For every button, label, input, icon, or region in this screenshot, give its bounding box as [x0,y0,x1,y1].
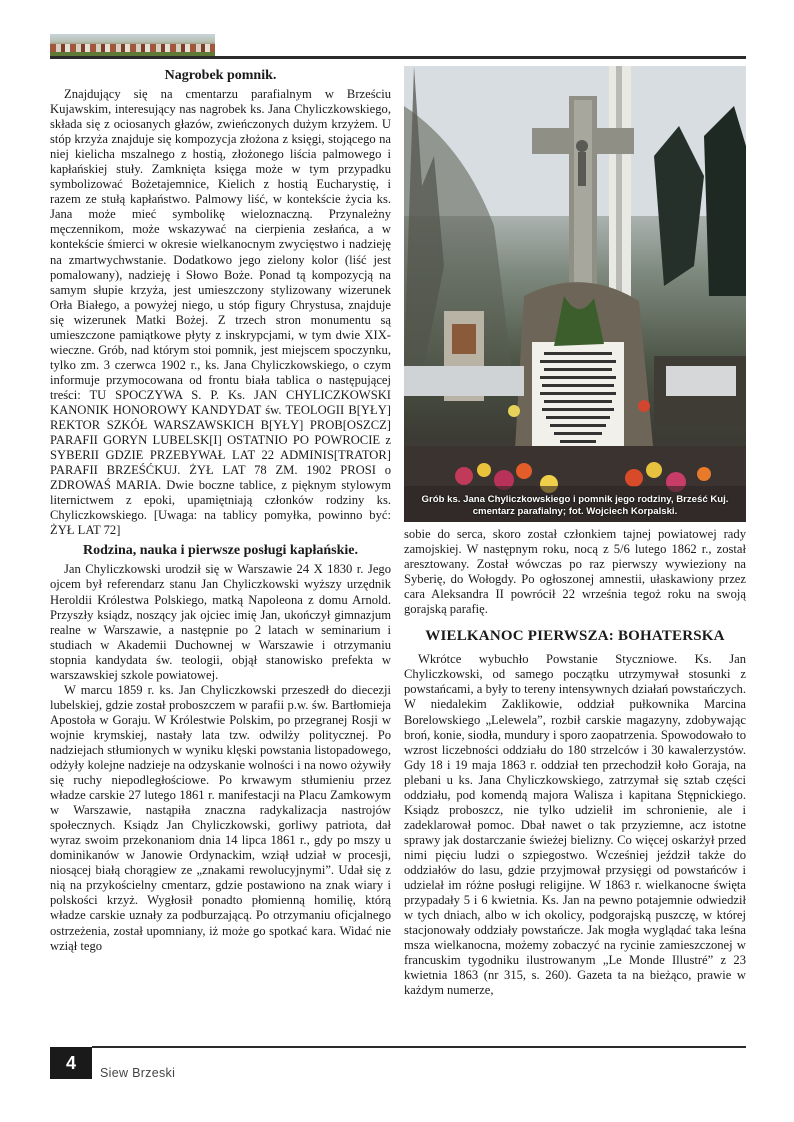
footer-rule [92,1046,746,1048]
right-column [404,527,746,998]
paragraph: sobie do serca, skoro został członkiem tajnej powiatowej rady zamojskiej. W następnym roku, nocą z 5/6 lutego 1862 r., został aresztowany. Został wówczas po raz pierwszy wywieziony na Syberię, do Wołogdy. Po ogłoszonej amnestii, ułaskawiony przez cara Aleksandra II powrócił 22 września tegoż roku na swoją gorajską parafię. [404,527,746,617]
section-title-rodzina: Rodzina, nauka i pierwsze posługi kapłańskie. [82,543,358,559]
page-number: 4 [50,1047,92,1079]
grave-photo [404,66,746,522]
paragraph: Znajdujący się na cmentarzu parafialnym w Brześciu Kujawskim, interesujący nas nagrobek ks. Jana Chyliczkowskiego, składa się z ociosanych głazów, zwieńczonych dużym krzyżem. U stóp krzyża znajduje się kompozycja złożona z księgi, stojącego na niej kielicha mszalnego z hostią, złożonego liścia palmowego i kapłańskiej stuły. Zamknięta księga może w tym przypadku symbolizować Bożetajemnice, Kielich z hostią Eucharystię, i razem ze stułą kapłaństwo. Palmowy liść, w kontekście życia ks. Jana może mieć symbolikę wieloznaczną. Przynależny męczennikom, może wskazywać na cierpienia zesłańca, a w kontekście śmierci w okresie wielkanocnym zwycięstwo i nadzieję na zmartwychwstanie. Dodatkowo jego zielony kolor (liść jest pomalowany), nadzieję i Słowo Boże. Ponad tą kompozycją na samym słupie krzyża, jest umieszczony stylizowany wizerunek Orła Białego, a powyżej niego, u stóp figury Chrystusa, znajduje się wizerunek Matki Bożej. Z trzech stron monumentu są umieszczone pamiątkowe płyty z inskrypcjami, w tym dwie XIX-wieczne. Grób, nad którym stoi pomnik, jest miejscem spoczynku, tylko zm. 3 czerwca 1902 r., ks. Jana Chyliczkowskiego, o czym informuje przymocowana od frontu biała tablica o następującej treści: TU SPOCZYWA S. P. Ks. JAN CHYLICZKOWSKI KANONIK HONOROWY KANDYDAT św. TEOLOGII B[YŁY] REKTOR SZKÓŁ WARSZAWSKICH B[YŁY] PROB[OSZCZ] PARAFII GORYN LUBELSK[I] OSTATNIO PO POWROCIE z SYBERII GDZIE PRZEBYWAŁ LAT 22 ADMINIS[TRATOR] PARAFII BRZEŚĆKUJ. ŻYŁ LAT 78 ZM. 1902 PROSI o ZDROWAŚ MARIA. Dwie boczne tablice, z pięknym stylowym liternictwem z epoki, upamiętniają członków rodziny ks. Chyliczkowskiego. [Uwaga: na tablicy pomyłka, powinno być: ŻYŁ LAT 72] [50,87,391,538]
magazine-name: Siew Brzeski [100,1066,176,1080]
roofs-strip [50,44,215,52]
left-column [50,65,391,954]
photo-caption: Grób ks. Jana Chyliczkowskiego i pomnik jego rodziny, Brześć Kuj. cmentarz parafialny; fot. Wojciech Korpalski. [421,494,729,517]
paragraph: Jan Chyliczkowski urodził się w Warszawie 24 X 1830 r. Jego ojcem był referendarz stanu Jan Chyliczkowski wyższy urzędnik Heroldii Królestwa Polskiego, matką Napoleona z domu Arnold. Przyszły ksiądz, noszący jak ojciec imię Jan, ukończył gimnazjum realne w Warszawie, a następnie po 2 latach w seminarium i studiach w Akademii Duchownej w Warszawie i otrzymaniu stopnia kandydata św. teologii, objął stanowisko prefekta w warszawskiej szkole powiatowej. [50,562,391,682]
section-title-wielkanoc: WIELKANOC PIERWSZA: BOHATERSKA [425,628,725,645]
section-title-nagrobek: Nagrobek pomnik. [164,68,277,83]
cemetery-grave-monument-icon [404,66,746,522]
header-village-photo [50,34,215,56]
header-rule [50,56,746,59]
paragraph: W marcu 1859 r. ks. Jan Chyliczkowski przeszedł do diecezji lubelskiej, gdzie został proboszczem w parafii p.w. św. Bartłomieja Apostoła w Goraju. W Królestwie Polskim, po przegranej Rosji w wojnie krymskiej, nastały lata tzw. odwilży politycznej. Po nadziejach stłumionych w wyniku klęski powstania listopadowego, odżyły kolejne nadzieje na odzyskanie wolności i na nowo ożywiły się ruchy niepodległościowe. Po krwawym stłumieniu przez władze carskie 27 lutego 1861 r. manifestacji na Placu Zamkowym w Warszawie, nastąpiła znaczna radykalizacja nastrojów społecznych. Ksiądz Jan Chyliczkowski, gorliwy patriota, dał wyraz swoim przekonaniom dnia 14 lipca 1861 r., gdy po mszy u dominikanów w Janowie Ordynackim, wziął udział w procesji, niosącej białą chorągiew ze „znakami rewolucyjnymi”. Udał się z nią na przykościelny cmentarz, gdzie postawiono na znak wiary i polskości krzyż. Wygłosił ponadto płomienną homilię, którą władze carskie uznały za podburzającą. Po otrzymaniu oficjalnego ostrzeżenia, został upomniany, iż może go spotkać kara. Widać nie wziął tego [50,682,391,953]
paragraph: Wkrótce wybuchło Powstanie Styczniowe. Ks. Jan Chyliczkowski, od samego początku utrzymywał stosunki z powstańcami, a były to tereny intensywnych działań powstańczych. W niedalekim Zaklikowie, oddział pułkownika Marcina Borelowskiego „Lelewela”, rozbił carskie magazyny, zdobywając broń, konie, siodła, mundury i sporo zaopatrzenia. Spowodowało to wzrost liczebności oddziału do 180 strzelców i 30 kawalerzystów. Gdy 18 i 19 maja 1863 r. oddział ten przechodził koło Goraja, na plebani u ks. Jana Chyliczkowskiego, zatrzymał się sztab części oddziału, pod komendą majora Walisza i kapitana Stępnickiego. Ksiądz proboszcz, nie tylko udzielił im schronienie, ale i zadeklarował pomoc. Dbał nawet o tak przyziemne, acz istotne sprawy jak dostarczanie świeżej bielizny. Co więcej oskarżył przed nimi pięciu ludzi o szpiegostwo. Wcześniej jeździł także do oddziałów do lasu, gdzie przyjmował przysięgi od powstańców i udzielał im różne posługi religijne. W 1863 r. wielkanocne święta przypadały 5 i 6 kwietnia. Ks. Jan na pewno potajemnie odwiedził w tych dniach, albo w ich okolicy, podgorajską puszczę, w której stacjonowały oddziały powstańcze. Jak mogła wyglądać taka leśna msza wielkanocna, możemy zobaczyć na rycinie zamieszczonej w francuskim tygodniku ilustrowanym „Le Monde Illustré” z 23 kwietnia 1863 (nr 315, s. 260). Gazeta ta na bieżąco, prawie w każdym numerze, [404,652,746,998]
